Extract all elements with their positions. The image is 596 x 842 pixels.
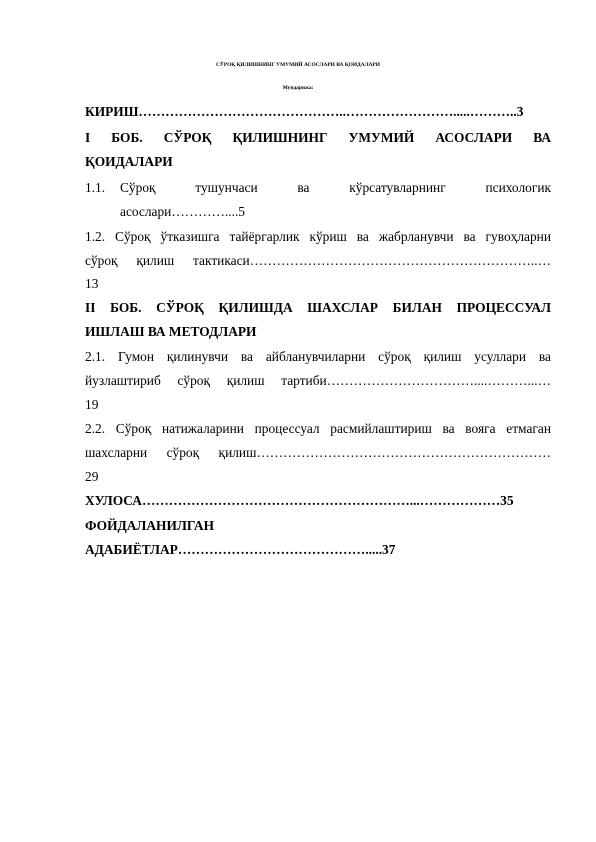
toc-entry-2-2-page: 29	[85, 469, 99, 484]
toc-entry-chapter1-line2: ҚОИДАЛАРИ	[85, 154, 173, 169]
toc-entry-2-2-line1: 2.2. Сўроқ натижаларини процессуал расмийлаштириш ва вояга етмаган	[85, 421, 551, 436]
toc-entry-2-1-page: 19	[85, 397, 99, 412]
toc-entry-1-1-line1: Сўроқ тушунчаси ва кўрсатувларнинг психологик	[120, 180, 551, 195]
toc-entry-chapter1-line1: I БОБ. СЎРОҚ ҚИЛИШНИНГ УМУМИЙ АСОСЛАРИ ВА	[85, 130, 551, 145]
toc-entry-conclusion: ХУЛОСА……………………………………………………...………………35	[85, 493, 514, 508]
toc-entry-references-line2: АДАБИЁТЛАР…………………………………….....37	[85, 542, 396, 557]
toc-entry-2-1-line1: 2.1. Гумон қилинувчи ва айбланувчиларни сўроқ қилиш усуллари ва	[85, 349, 551, 364]
toc-entry-1-1-line2: асослари…………....5	[120, 204, 245, 219]
toc-entry-2-1-line2: йузлаштириб сўроқ қилиш тартиби……………………………....………...…	[85, 373, 551, 388]
toc-entry-references-line1: ФОЙДАЛАНИЛГАН	[85, 518, 214, 533]
toc-entry-intro: КИРИШ………………………………………..…………………….....………..3	[85, 104, 524, 119]
toc-entry-chapter2-line2: ИШЛАШ ВА МЕТОДЛАРИ	[85, 324, 257, 339]
toc-entry-2-2-line2: шахсларни сўроқ қилиш…………………………………………………………	[85, 445, 551, 460]
toc-entry-1-2-page: 13	[85, 276, 99, 291]
document-title: СЎРОҚ ҚИЛИШНИНГ УМУМИЙ АСОСЛАРИ ВА ҚОИДАЛАРИ	[215, 62, 381, 68]
toc-entry-1-1-number: 1.1.	[85, 180, 106, 195]
toc-heading: Мундарижа:	[282, 85, 314, 91]
toc-entry-1-2-line2: сўроқ қилиш тактикаси………………………………………………………..…	[85, 253, 551, 268]
toc-entry-1-2-line1: 1.2. Сўроқ ўтказишга тайёргарлик кўриш ва жабрланувчи ва гувоҳларни	[85, 229, 551, 244]
toc-entry-chapter2-line1: II БОБ. СЎРОҚ ҚИЛИШДА ШАХСЛАР БИЛАН ПРОЦЕССУАЛ	[85, 300, 551, 315]
